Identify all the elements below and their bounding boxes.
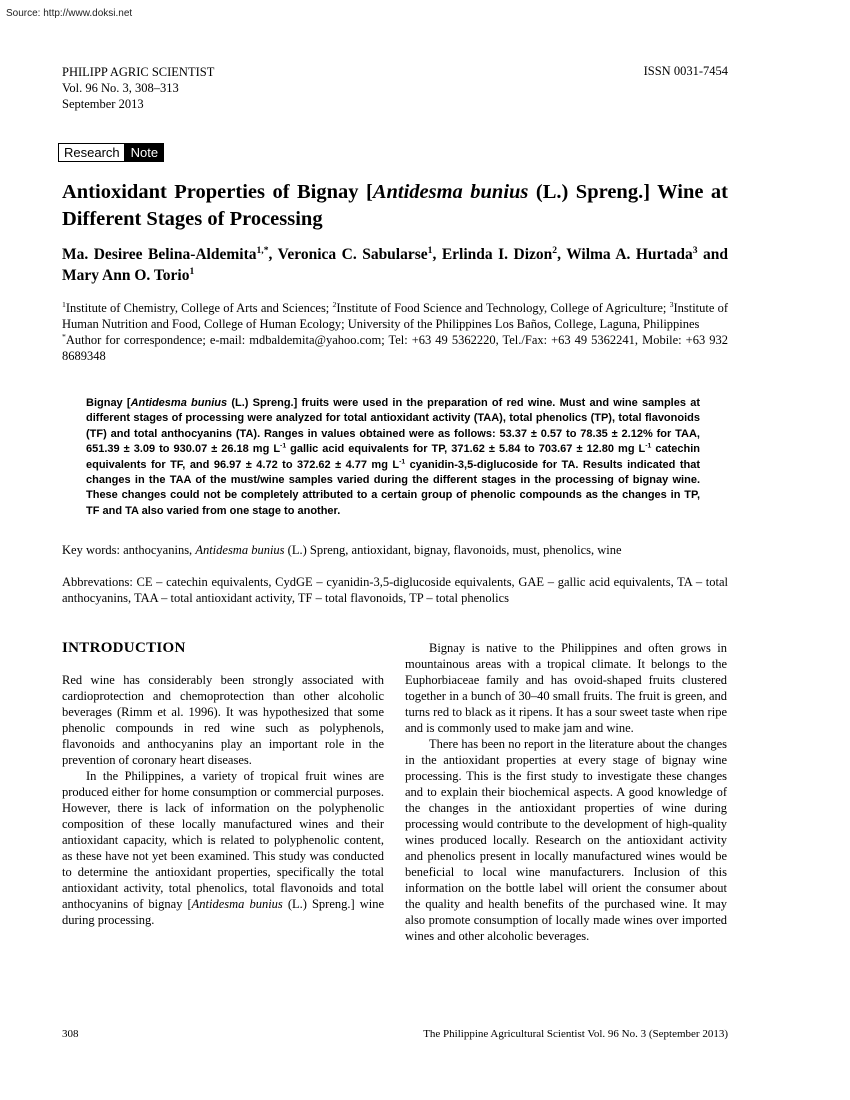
keywords-text: (L.) Spreng, antioxidant, bignay, flavonoids, must, phenolics, wine xyxy=(284,543,622,557)
author-list xyxy=(62,244,728,286)
affiliation-1: Institute of Chemistry, College of Arts and Sciences; xyxy=(65,301,333,315)
author-sep: , xyxy=(557,246,567,263)
author-sep: , xyxy=(432,246,442,263)
author-sup: 1 xyxy=(189,265,195,277)
author-sup: 1,* xyxy=(256,244,269,256)
correspondence-line xyxy=(62,332,728,364)
abstract-text: cyanidin-3,5-diglucoside for TA. Results indicated that changes in the TAA of the must/wine samples varied during the different stages in the processing of bignay wine. These changes could not be completely attributed to a certain group of phenolic compounds as the changes in TP, TF and TA also varied from one stage to another. xyxy=(86,458,700,517)
correspondence-star: * xyxy=(62,331,66,341)
abstract-species: Antidesma bunius xyxy=(130,397,228,409)
journal-header xyxy=(62,64,214,112)
author-sep: , xyxy=(268,246,278,263)
source-url[interactable]: Source: http://www.doksi.net xyxy=(6,8,133,19)
keywords-species: Antidesma bunius xyxy=(195,543,285,557)
title-part2: (L.) Spreng.] Wine at Different Stages of Processing xyxy=(62,181,728,230)
paragraph-text: In the Philippines, a variety of tropical fruit wines are produced either for home consumption or commercial purposes. However, there is lack of information on the polyphenolic composition of these locally manufactured wines and their antioxidant capacity, which is related to polyphenolic content, as these have not yet been examined. This study was conducted to determine the antioxidant properties, specifically the total antioxidant activity, total phenolics, total flavonoids and total anthocyanins of bignay [ xyxy=(62,769,384,911)
intro-paragraph-1: Red wine has considerably been strongly associated with cardioprotection and chemoprotection than other alcoholic beverages (Rimm et al. 1996). It was hypothesized that some phenolic compounds in red wine such as polyphenols, flavonoids and anthocyanins play an important role in the prevention of coronary heart diseases. xyxy=(62,673,384,767)
abstract-text: (L.) Spreng.] fruits were used in the preparation of red wine. Must and wine samples at different stages of processing were analyzed for total antioxidant activity (TAA), total phenolics (TP), total flavonoids (TF) and total anthocyanins (TA). Ranges in values obtained were as follows: 53.37 ± 0.57 to 78.35 ± 2.12% for TAA, 651.39 ± 3.09 to 930.07 ± 26.18 mg L xyxy=(86,397,700,456)
paragraph-species: Antidesma bunius xyxy=(191,897,283,911)
author-sup: 3 xyxy=(692,244,698,256)
journal-name: PHILIPP AGRIC SCIENTIST xyxy=(62,65,215,79)
issn: ISSN 0031-7454 xyxy=(643,64,728,78)
right-column xyxy=(405,640,727,944)
abstract-text: gallic acid equivalents for TP, 371.62 ± 5.84 to 703.67 ± 12.80 mg L xyxy=(286,443,646,456)
affiliation-2: Institute of Food Science and Technology, College of Agriculture; xyxy=(336,301,670,315)
affiliations xyxy=(62,300,728,364)
abstract-text: Bignay [ xyxy=(86,397,131,409)
affiliation-lines xyxy=(62,300,728,332)
journal-date: September 2013 xyxy=(62,97,144,111)
correspondence-text: Author for correspondence; e-mail: mdbaldemita@yahoo.com; Tel: +63 49 5362220, Tel./Fax: +63 49 5362241, Mobile: +63 932 8689348 xyxy=(62,333,728,363)
abstract-sup: -1 xyxy=(399,457,406,465)
author-name: Erlinda I. Dizon xyxy=(441,246,553,263)
abstract xyxy=(86,396,700,519)
title-species: Antidesma bunius xyxy=(372,181,529,203)
affiliation-3: Institute of Human Nutrition and Food, College of Human Ecology; University of the Philippines Los Baños, College, Laguna, Philippines xyxy=(62,301,728,331)
section-heading-introduction: INTRODUCTION xyxy=(62,640,186,656)
footer-citation: The Philippine Agricultural Scientist Vol. 96 No. 3 (September 2013) xyxy=(423,1028,728,1040)
abstract-sup: -1 xyxy=(645,442,652,450)
journal-volume: Vol. 96 No. 3, 308–313 xyxy=(62,81,179,95)
author-name: Veronica C. Sabularse xyxy=(277,246,428,263)
article-title xyxy=(62,179,728,233)
intro-paragraph-4: There has been no report in the literature about the changes in the antioxidant properties at every stage of bignay wine processing. This is the first study to investigate these changes and to explain their biochemical aspects. A good knowledge of the changes in the antioxidant properties of wine during processing would contribute to the development of high-quality wines produced locally. Research on the antioxidant activity and phenolics present in locally manufactured wines would be beneficial to local wine manufacturers. Inclusion of this information on the bottle label will orient the consumer about the quality and health benefits of the purchased wine. It may also promote consumption of locally made wines over imported wines and other alcoholic beverages. xyxy=(405,737,727,943)
author-name: Mary Ann O. Torio xyxy=(62,267,190,284)
intro-paragraph-2 xyxy=(62,768,384,928)
keywords xyxy=(62,542,728,558)
affil-sup-1: 1 xyxy=(62,299,66,309)
intro-paragraph-3: Bignay is native to the Philippines and often grows in mountainous areas with a tropical climate. It belongs to the Euphorbiaceae family and has ovoid-shaped fruits clustered together in a bunch of 30–40 small fruits. The fruit is green, and turns red to black as it ripens. It has a sour sweet taste when ripe and is commonly used to make jam and wine. xyxy=(405,641,727,735)
affil-sup-2: 2 xyxy=(332,299,337,309)
abstract-sup: -1 xyxy=(280,442,287,450)
abstract-text: catechin equivalents for TF, and 96.97 ± 4.72 to 372.62 ± 4.77 mg L xyxy=(86,443,700,471)
title-part1: Antioxidant Properties of Bignay [ xyxy=(62,181,373,203)
abbreviations: Abbrevations: CE – catechin equivalents, CydGE – cyanidin-3,5-diglucoside equivalents, GAE – gallic acid equivalents, TA – total anthocyanins, TAA – total antioxidant activity, TF – total flavonoids, TP – total phenolics xyxy=(62,575,728,605)
left-column xyxy=(62,672,384,928)
author-sup: 1 xyxy=(427,244,433,256)
paragraph-text: (L.) Spreng.] wine during processing. xyxy=(62,897,384,927)
author-sup: 2 xyxy=(552,244,558,256)
badge-research: Research xyxy=(58,143,125,162)
badge-note: Note xyxy=(125,143,164,162)
author-sep: and xyxy=(697,246,728,263)
author-name: Ma. Desiree Belina-Aldemita xyxy=(62,246,257,263)
keywords-text: Key words: anthocyanins, xyxy=(62,543,196,557)
page-number: 308 xyxy=(62,1028,79,1040)
affil-sup-3: 3 xyxy=(669,299,674,309)
author-name: Wilma A. Hurtada xyxy=(566,246,693,263)
research-note-badge xyxy=(58,143,164,162)
